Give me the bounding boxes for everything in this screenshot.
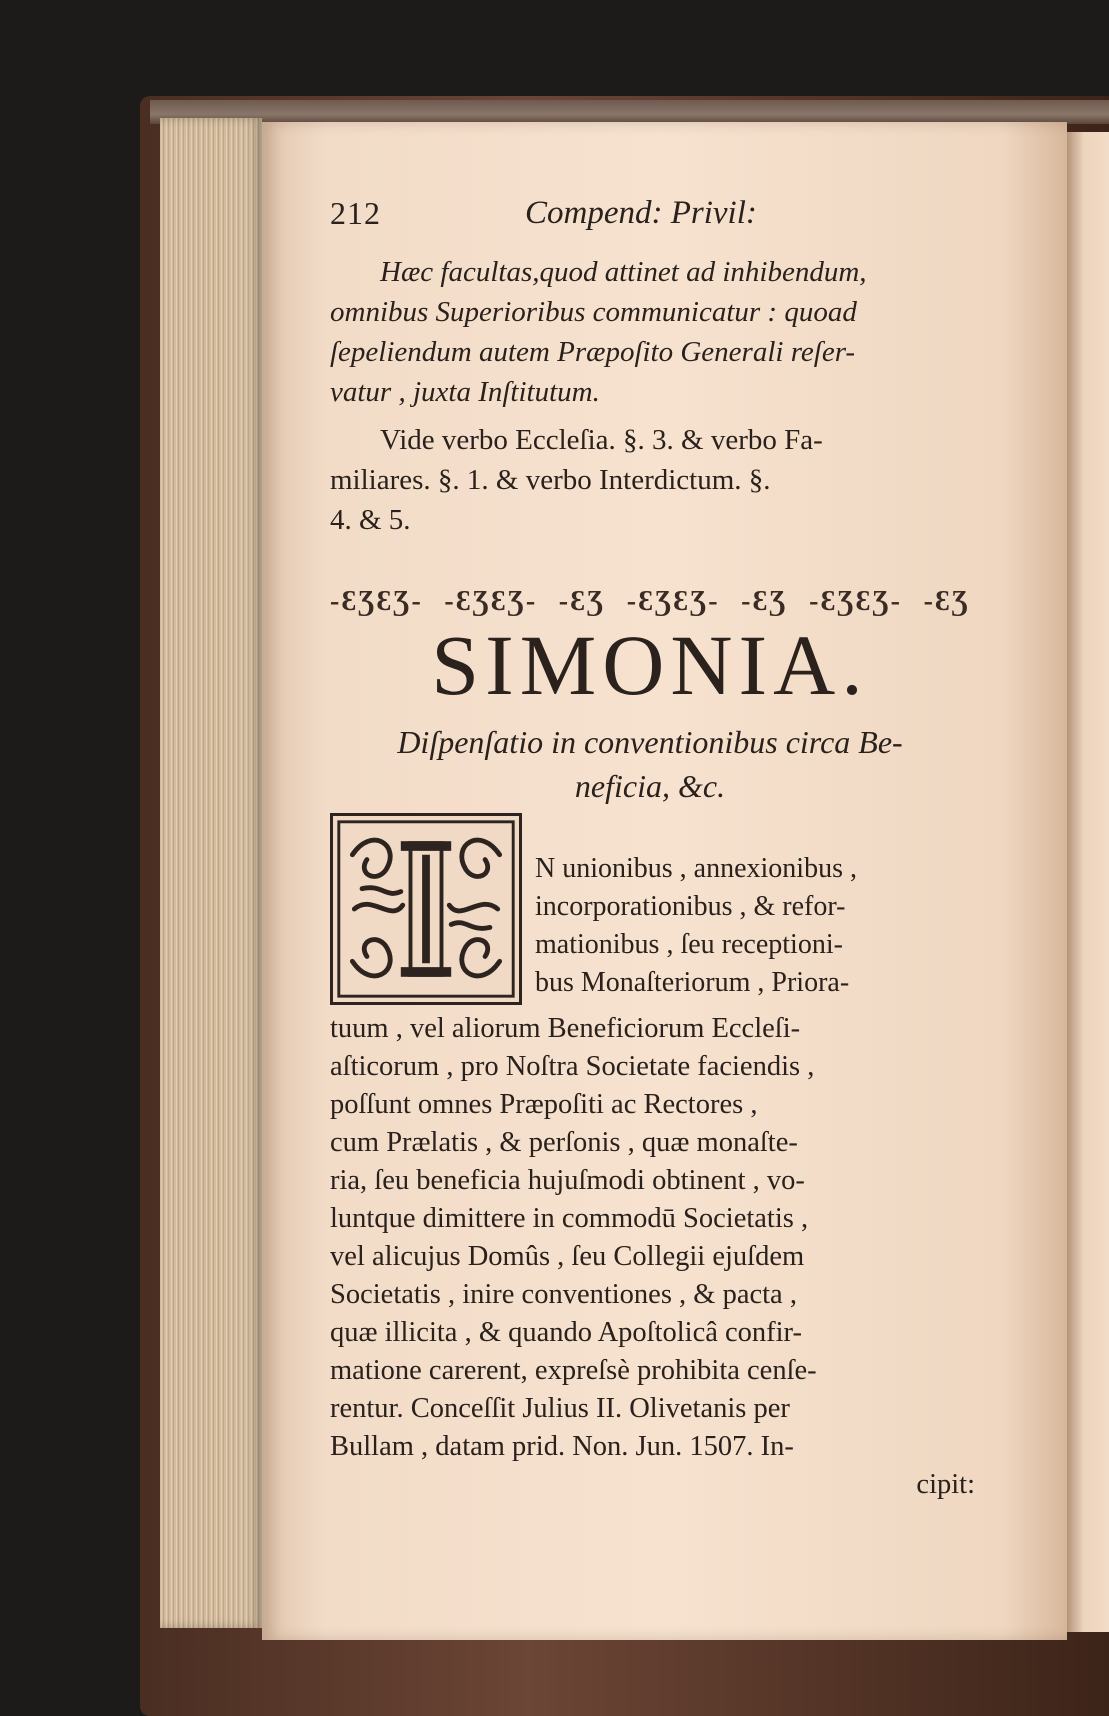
text-line: mationibus , ſeu receptioni- [535,929,843,960]
text-line: Bullam , datam prid. Non. Jun. 1507. In- [330,1431,794,1462]
text-line: omnibus Superioribus communicatur : quoad [330,296,857,328]
text-line: aſticorum , pro Noſtra Societate faciendis , [330,1051,815,1082]
text-line: N unionibus , annexionibus , [535,853,857,884]
section-heading: SIMONIA. [431,617,869,713]
body-paragraph [330,1010,975,1504]
section-subheading [330,720,970,808]
ornament: -ƐƷ [558,586,606,617]
running-title: Compend: Privil: [525,195,757,231]
intro-paragraph [330,252,970,412]
page-number: 212 [330,195,381,231]
text-line: Hæc facultas,quod attinet ad inhibendum, [380,256,867,288]
subheading-line: Diſpenſatio in conventionibus circa Be- [397,724,903,760]
ornament: -ƐƷ [923,586,970,617]
ornament: -ƐƷƐƷ- [626,586,720,617]
text-line: vatur , juxta Inſtitutum. [330,376,600,408]
book-spine-top [150,100,1109,124]
text-line: Vide verbo Eccleſia. §. 3. & verbo Fa- [380,424,823,456]
text-line: cum Prælatis , & perſonis , quæ monaſte- [330,1127,798,1158]
text-line: rentur. Conceſſit Julius II. Olivetanis per [330,1393,790,1424]
ornament: -ƐƷ [741,586,788,617]
subheading-line: neficia, &c. [574,768,726,804]
catchword: cipit: [916,1469,975,1500]
text-line: incorporationibus , & refor- [535,891,846,922]
text-line: vel alicujus Domûs , ſeu Collegii ejuſdem [330,1241,805,1272]
ornament: -ƐƷƐƷ- [330,586,423,617]
text-line: ria, ſeu beneficia hujuſmodi obtinent , vo- [330,1165,805,1196]
running-head [330,195,970,245]
initial-paragraph [535,850,975,1002]
text-line: ſepeliendum autem Præpoſito Generali reſer- [330,336,856,368]
text-line: miliares. §. 1. & verbo Interdictum. §. [330,464,771,496]
ornament-row [330,582,970,622]
text-line: luntque dimittere in commodū Societatis , [330,1203,809,1234]
page-edges [160,118,262,1628]
text-line: bus Monaſteriorum , Priora- [535,967,850,998]
facing-page-edge [1067,132,1109,1632]
text-line: matione carerent, expreſsè prohibita cenſe- [330,1355,817,1386]
decorated-initial [330,813,522,1005]
see-also-paragraph [330,420,970,540]
text-line: poſſunt omnes Præpoſiti ac Rectores , [330,1089,758,1120]
foliate-initial-icon [333,816,519,1002]
ornament: -ƐƷƐƷ- [444,586,538,617]
text-line: quæ illicita , & quando Apoſtolicâ confir- [330,1317,802,1348]
ornament: -ƐƷƐƷ- [809,586,902,617]
text-line: 4. & 5. [330,504,411,536]
text-line: Societatis , inire conventiones , & pacta , [330,1279,797,1310]
text-line: tuum , vel aliorum Beneficiorum Eccleſi- [330,1013,801,1044]
